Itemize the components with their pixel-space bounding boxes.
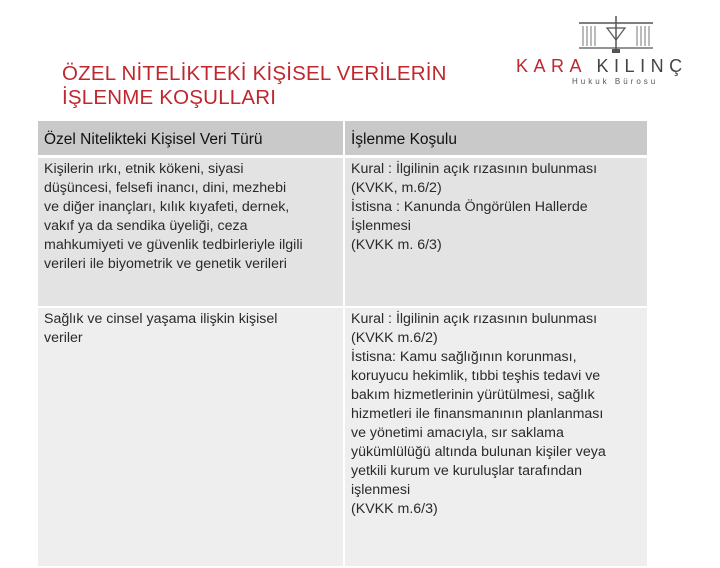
firm-name <box>516 56 688 77</box>
cell-line: bakım hizmetlerinin yürütülmesi, sağlık <box>351 387 595 403</box>
firm-name-part-2: KILINÇ <box>596 56 688 76</box>
cell-line: işlenmesi <box>351 482 411 498</box>
table-header-row <box>38 121 648 157</box>
cell-line: Kural : İlgilinin açık rızasının bulunması <box>351 311 598 327</box>
cell-line: ve diğer inançları, kılık kıyafeti, dernek, <box>44 199 290 215</box>
cell-line: yükümlülüğü altında bulunan kişiler veya <box>351 444 606 460</box>
cell-line: veriler <box>44 330 83 346</box>
cell-line: hizmetleri ile finansmanının planlanması <box>351 406 604 422</box>
cell-line: verileri ile biyometrik ve genetik verileri <box>44 256 287 272</box>
cell-line: koruyucu hekimlik, tıbbi teşhis tedavi ve <box>351 368 601 384</box>
cell-line: İşlenmesi <box>351 218 411 234</box>
cell-line: Kural : İlgilinin açık rızasının bulunması <box>351 161 598 177</box>
data-type-cell <box>38 157 344 308</box>
cell-line: (KVKK, m.6/2) <box>351 180 442 196</box>
cell-line: vakıf ya da sendika üyeliği, ceza <box>44 218 248 234</box>
cell-line: düşüncesi, felsefi inancı, dini, mezhebi <box>44 180 287 196</box>
cell-line: İstisna : Kanunda Öngörülen Hallerde <box>351 199 588 215</box>
cell-line: (KVKK m.6/3) <box>351 501 438 517</box>
cell-line: mahkumiyeti ve güvenlik tedbirleriyle ilgili <box>44 237 303 253</box>
cell-line: Sağlık ve cinsel yaşama ilişkin kişisel <box>44 311 278 327</box>
cell-line: (KVKK m.6/2) <box>351 330 438 346</box>
cell-line: İstisna: Kamu sağlığının korunması, <box>351 349 577 365</box>
header-processing-condition: İşlenme Koşulu <box>344 121 648 157</box>
page-title-line-2: İŞLENME KOŞULLARI <box>62 86 277 109</box>
header-data-type: Özel Nitelikteki Kişisel Veri Türü <box>38 121 344 157</box>
cell-line: Kişilerin ırkı, etnik kökeni, siyasi <box>44 161 244 177</box>
table-row <box>38 157 648 308</box>
firm-subtitle: Hukuk Bürosu <box>572 77 659 86</box>
data-type-cell <box>38 307 344 567</box>
cell-line: ve yönetimi amacıyla, sır saklama <box>351 425 564 441</box>
cell-line: yetkili kurum ve kuruluşlar tarafından <box>351 463 583 479</box>
scales-of-justice-icon <box>577 16 655 56</box>
page-title <box>62 62 447 110</box>
condition-cell <box>344 157 648 308</box>
processing-conditions-table <box>38 121 649 568</box>
firm-name-part-1: KARA <box>516 56 587 76</box>
condition-cell <box>344 307 648 567</box>
cell-line: (KVKK m. 6/3) <box>351 237 442 253</box>
table-row <box>38 307 648 567</box>
firm-logo <box>516 16 720 94</box>
page-title-line-1: ÖZEL NİTELİKTEKİ KİŞİSEL VERİLERİN <box>62 62 447 85</box>
